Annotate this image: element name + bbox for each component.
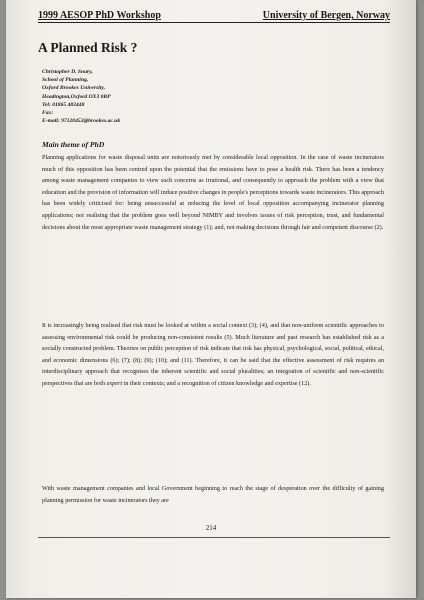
author-address: Headington,Oxford OX3 0BP — [42, 93, 111, 100]
author-university: Oxford Brookes University, — [42, 85, 106, 92]
document-page — [6, 0, 416, 598]
body-paragraph-3: With waste management companies and local Government beginning to reach the stage of desperation over the difficulty of gaining planning permission for waste incinerators they are — [42, 485, 384, 504]
header-left: 1999 AESOP PhD Workshop — [38, 10, 161, 21]
footer-rule — [38, 537, 390, 538]
paper-title: A Planned Risk ? — [38, 40, 138, 55]
emphasis-expert: expert — [106, 379, 123, 387]
page-number: 214 — [205, 524, 217, 532]
paragraph-2-text: It is increasingly being realised that risk must be looked at within a social context (3); (4), and that non-uniform scientific approaches to assessing environmental risk could be producing non-consistent results (5). Much literature and past research has established risk as a socially constructed problem. Theories on public perception of risk indicate that risk has physical, psychological, social, political, ethical, and economic dimensions (6); (7); (8); (9); (10); and (11). Therefore, it can be said that the effective assessment of risk requires an interdisciplinary approach that recognises the inherent scientific and social pluralities; an integration of scientific and non-scientific perspectives that are both expert in their contexts; and a recognition of citizen knowledge and expertise (12). — [42, 322, 384, 387]
author-school: School of Planning, — [42, 77, 89, 84]
section-heading: Main theme of PhD — [42, 140, 105, 149]
author-block — [42, 68, 242, 125]
page-header — [38, 10, 390, 23]
author-tel: Tel: 01865 483448 — [42, 101, 85, 108]
author-email: E-mail: 97120452@brookes.ac.uk — [42, 118, 121, 125]
body-paragraph-1: Planning applications for waste disposal units are notoriously met by considerable local opposition. In the case of waste incinerators much of this opposition has been centred upon the potential that the emissions have to pose a health risk. There has been a tendency among waste management companies to view such concerns as irrational, and consequently to approach the problem with a view that education and the provision of information will induce positive changes in people's perceptions towards waste incinerators. This approach has been widely criticised for: being unsuccessful at reducing the level of local opposition accompanying incinerator planning applications; not realising that the problem goes well beyond NIMBY and involves issues of risk perception, trust, and fundamental decisions about the most appropriate waste management strategy (1); and, not making decisions through fair and competent discourse (2). — [42, 154, 384, 231]
author-fax: Fax: — [42, 110, 54, 117]
author-name: Christopher D. Snary, — [42, 69, 93, 75]
body-paragraph-2 — [42, 320, 384, 390]
header-right: University of Bergen, Norway — [262, 10, 390, 21]
